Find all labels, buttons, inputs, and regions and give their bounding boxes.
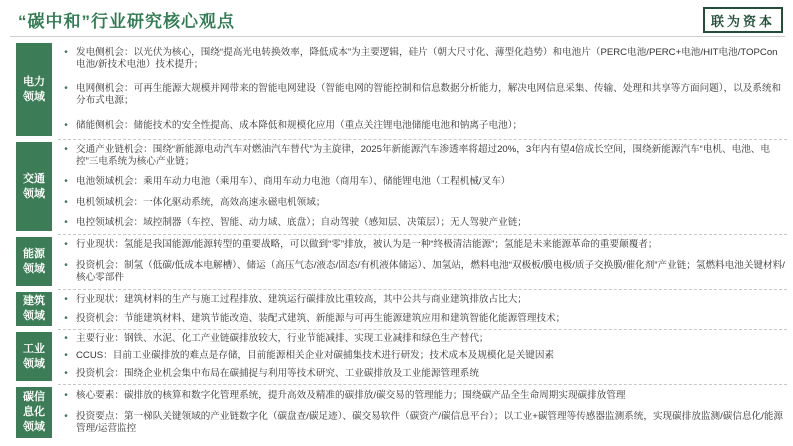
item-text: 核心要素：碳排放的核算和数字化管理系统，提升高效及精准的碳排放/碳交易的管理能力；围绕碳产品全生命周期实现碳排放管理 xyxy=(76,389,626,401)
title-divider xyxy=(10,36,785,37)
section-industry xyxy=(14,330,786,383)
item-text: 主要行业：钢铁、水泥、化工产业链碳排放较大，行业节能减排、实现工业减排和绿色生产替代； xyxy=(76,332,489,344)
bullet-icon: • xyxy=(64,216,68,228)
list-item xyxy=(56,47,786,71)
bullet-icon: • xyxy=(64,332,68,344)
bullet-icon: • xyxy=(64,312,68,324)
bullet-list xyxy=(56,41,786,138)
section-transport xyxy=(14,140,786,233)
section-label: 能源领域 xyxy=(16,237,52,286)
item-text: 行业现状：氢能是我国能源/能源转型的重要战略，可以做到“零”排放，被认为是一种“终极清洁能源”；氢能是未来能源革命的重要颠覆者； xyxy=(76,239,658,251)
bullet-icon: • xyxy=(64,144,68,156)
list-item xyxy=(56,217,786,229)
bullet-list xyxy=(56,330,786,383)
section-building xyxy=(14,290,786,328)
bullet-icon: • xyxy=(64,83,68,95)
item-text: 储能侧机会：储能技术的安全性提高、成本降低和规模化应用（重点关注锂电池储能电池和钠离子电池）； xyxy=(76,119,523,131)
list-item xyxy=(56,411,786,435)
item-text: 发电侧机会：以光伏为核心，围绕“提高光电转换效率，降低成本”为主要逻辑，硅片（朝大尺寸化、薄型化趋势）和电池片（PERC电池/PERC+电池/HIT电池/TOPCon电池/新技术电池）技术提升； xyxy=(76,47,778,71)
list-item xyxy=(56,333,786,345)
bullet-list xyxy=(56,385,786,440)
bullet-icon: • xyxy=(64,47,68,59)
item-text: 电网侧机会：可再生能源大规模并网带来的智能电网建设（智能电网的智能控制和信息数据分析能力，解决电网信息采集、传输、处理和共享等方面问题），以及系统和分布式电源； xyxy=(76,83,782,107)
section-carbon-informatization xyxy=(14,385,786,440)
bullet-icon: • xyxy=(64,239,68,251)
logo-text: 联为资本 xyxy=(710,13,775,29)
item-text: 交通产业链机会：围绕“新能源电动汽车对燃油汽车替代”为主旋律，2025年新能源汽车渗透率将超过20%，3年内有望4倍成长空间，围绕新能源汽车“电机、电池、电控”三电系统为核心产业链； xyxy=(76,144,770,168)
bullet-list xyxy=(56,140,786,233)
item-text: 电控领域机会：域控制器（车控、智能、动力域、底盘）；自动驾驶（感知层、决策层）；无人驾驶产业链； xyxy=(76,216,527,228)
bullet-icon: • xyxy=(64,196,68,208)
section-label: 工业领域 xyxy=(16,332,52,381)
item-text: 投资机会：制氢（低碳/低成本电解槽）、储运（高压气态/液态/固态/有机液体储运）、加氢站，燃料电池“双极板/膜电极/质子交换膜/催化剂”产业链；氢燃料电池关键材料/核心零部件 xyxy=(76,259,785,283)
list-item xyxy=(56,260,786,284)
list-item xyxy=(56,83,786,107)
item-text: 投资机会：围绕企业机会集中布局在碳捕捉与利用等技术研究、工业碳排放及工业能源管理系统 xyxy=(76,368,479,380)
bullet-icon: • xyxy=(64,350,68,362)
list-item xyxy=(56,350,786,362)
bullet-icon: • xyxy=(64,389,68,401)
section-label: 交通领域 xyxy=(16,142,52,231)
item-text: 投资机会：节能建筑材料、建筑节能改造、装配式建筑、新能源与可再生能源建筑应用和建筑智能化能源管理技术； xyxy=(76,312,566,324)
item-text: 电机领域机会：一体化驱动系统，高效高速永磁电机领域； xyxy=(76,196,326,208)
bullet-icon: • xyxy=(64,293,68,305)
list-item xyxy=(56,239,786,251)
list-item xyxy=(56,144,786,168)
bullet-icon: • xyxy=(64,119,68,131)
bullet-list xyxy=(56,290,786,328)
list-item xyxy=(56,120,786,132)
bullet-icon: • xyxy=(64,411,68,423)
company-logo xyxy=(703,7,783,33)
list-item xyxy=(56,176,786,188)
list-item xyxy=(56,368,786,380)
section-energy xyxy=(14,235,786,288)
section-label: 建筑领域 xyxy=(16,292,52,326)
item-text: 行业现状：建筑材料的生产与施工过程排放、建筑运行碳排放比重较高，其中公共与商业建筑排放占比大； xyxy=(76,293,527,305)
bullet-icon: • xyxy=(64,176,68,188)
section-label: 电力领域 xyxy=(16,43,52,136)
bullet-icon: • xyxy=(64,368,68,380)
bullet-list xyxy=(56,235,786,288)
list-item xyxy=(56,390,786,402)
list-item xyxy=(56,197,786,209)
section-power xyxy=(14,41,786,138)
page-title: “碳中和”行业研究核心观点 xyxy=(18,12,235,31)
bullet-icon: • xyxy=(64,259,68,271)
item-text: CCUS：目前工业碳排放的难点是存储，目前能源相关企业对碳捕集技术进行研发；技术成本及规模化是关键因素 xyxy=(76,350,555,362)
item-text: 投资要点：第一梯队关键领域的产业链数字化（碳盘查/碳足迹）、碳交易软件（碳资产/碳信息平台）；以工业+碳管理等传感器监测系统，实现碳排放监测/碳信息化/能源管理/运营监控 xyxy=(76,411,784,435)
section-label: 碳信息化领域 xyxy=(16,387,52,438)
list-item xyxy=(56,313,786,325)
item-text: 电池领域机会：乘用车动力电池（乘用车）、商用车动力电池（商用车）、储能锂电池（工程机械/叉车） xyxy=(76,176,511,188)
list-item xyxy=(56,294,786,306)
